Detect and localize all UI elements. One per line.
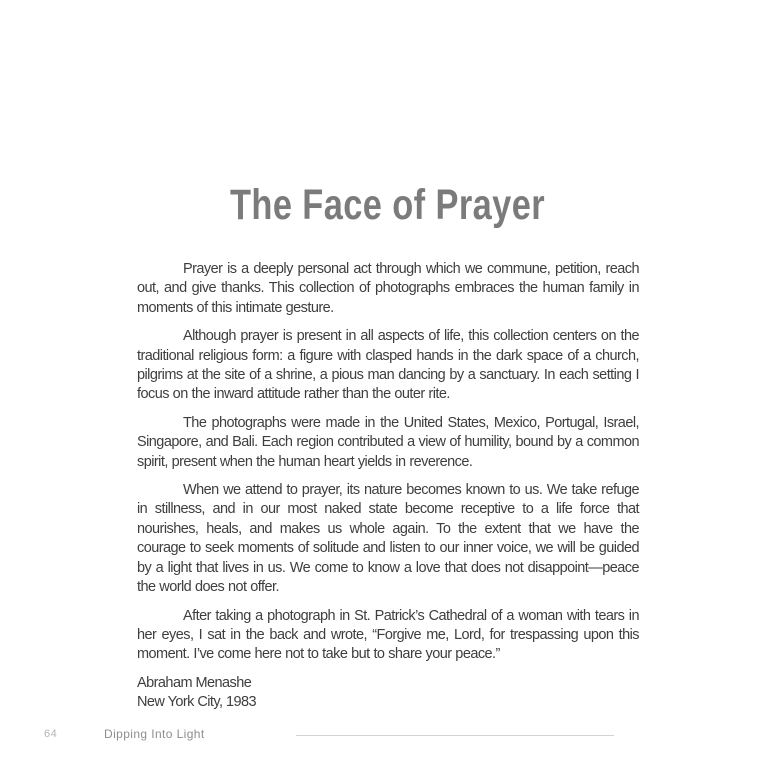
footer-book-title: Dipping Into Light [104, 727, 205, 741]
page-title: The Face of Prayer [229, 180, 546, 229]
footer-page-number: 64 [44, 728, 58, 740]
essay-body [137, 260, 639, 713]
signature-block [137, 674, 639, 713]
paragraph-3: The photographs were made in the United States, Mexico, Portugal, Israel, Singapore, and Bali. Each region contributed a view of humility, bound by a common spirit, present when the human heart yields in reverence. [137, 414, 639, 470]
paragraph-1: Prayer is a deeply personal act through which we commune, petition, reach out, and give thanks. This collection of photographs embraces the human family in moments of this intimate gesture. [137, 261, 639, 316]
paragraph-2: Although prayer is present in all aspects of life, this collection centers on the traditional religious form: a figure with clasped hands in the dark space of a church, pilgrims at the site of a shrine, a pious man dancing by a sanctuary. In each setting I focus on the inward attitude rather than the outer rite. [137, 328, 639, 403]
paragraph-4: When we attend to prayer, its nature becomes known to us. We take refuge in stillness, and in our most naked state become receptive to a life force that nourishes, heals, and makes us whole again. To the extent that we have the courage to seek moments of solitude and listen to our inner voice, we will be guided by a light that lives in us. We come to know a love that does not disappoint—peace the world does not offer. [137, 482, 639, 596]
paragraph-5: After taking a photograph in St. Patrick’s Cathedral of a woman with tears in her eyes, I sat in the back and wrote, “Forgive me, Lord, for trespassing upon this moment. I’ve come here not to take but to share your peace.” [137, 607, 639, 663]
footer-divider [296, 735, 614, 736]
author-name: Abraham Menashe [137, 674, 252, 691]
place-date: New York City, 1983 [137, 694, 257, 711]
